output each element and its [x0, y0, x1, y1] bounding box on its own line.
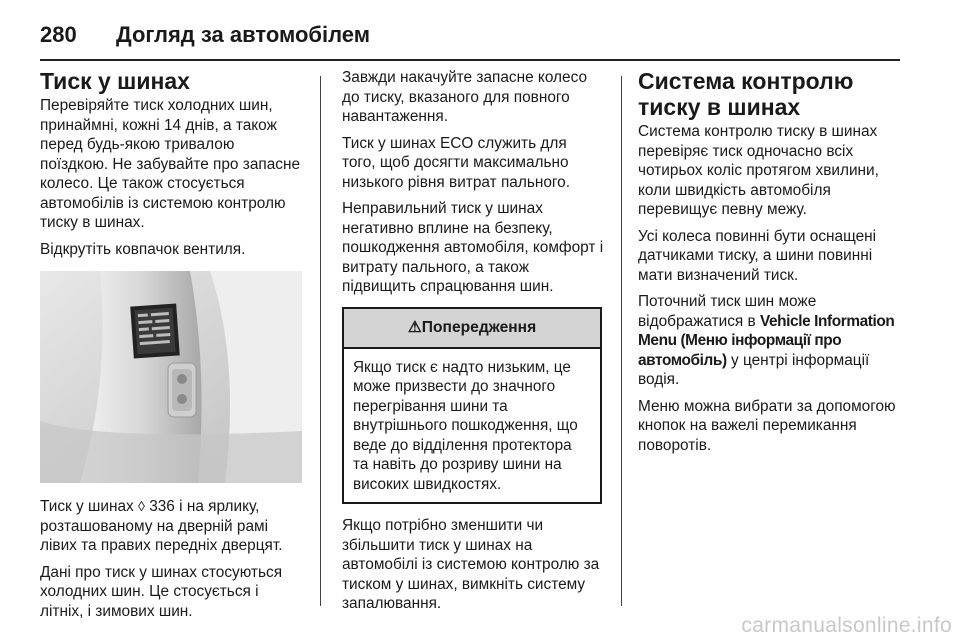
- paragraph-valve-cap: Відкрутіть ковпачок вентиля.: [40, 240, 246, 258]
- heading-tire-pressure: Тиск у шинах: [40, 68, 190, 94]
- warning-box: [342, 307, 602, 505]
- arrow-reference-icon: ◊: [137, 498, 145, 514]
- pressure-reference-text-a: Тиск у шинах: [40, 498, 134, 515]
- column-divider-2: [621, 76, 622, 606]
- paragraph-eco-pressure: Тиск у шинах ECO служить для того, щоб досягти максимально низького рівня витрат пального.: [342, 134, 571, 191]
- page-number: 280: [40, 22, 77, 47]
- warning-triangle-icon: ⚠: [407, 318, 422, 336]
- door-frame-label-photo: [40, 271, 302, 483]
- warning-header: [344, 309, 600, 349]
- header-rule: [40, 59, 900, 61]
- paragraph-cold-tyres: Дані про тиск у шинах стосуються холодних шин. Це стосується і літніх, і зимових шин.: [40, 563, 283, 620]
- display-text-b: у центрі інформації водія.: [638, 351, 870, 388]
- paragraph-tpms-check: Система контролю тиску в шинах перевіряє тиск одночасно всіх чотирьох коліс протягом хвилини, коли швидкість автомобіля перевищує певну межу.: [638, 123, 879, 218]
- page-header: [40, 20, 900, 52]
- paragraph-incorrect-pressure: Неправильний тиск у шинах негативно вплине на безпеку, пошкодження автомобіля, комфорт і витрату пального, а також підвищить спрацювання шин.: [342, 200, 604, 295]
- paragraph-pressure-reference: [40, 497, 306, 556]
- paragraph-adjust-pressure: Якщо потрібно зменшити чи збільшити тиск у шинах на автомобілі із системою контролю за тиском у шинах, вимкніть систему запалювання.: [342, 517, 600, 612]
- column-2: [342, 68, 604, 621]
- column-divider-1: [320, 76, 321, 606]
- door-frame-illustration: [40, 271, 302, 483]
- paragraph-spare-wheel: Завжди накачуйте запасне колесо до тиску, вказаного для повного навантаження.: [342, 69, 588, 125]
- paragraph-check-pressure: Перевіряйте тиск холодних шин, принаймні, кожні 14 днів, а також перед будь-якою тривалою поїздкою. Не забувайте про запасне колесо. Це також стосується автомобілів із системою контролю тиску в шинах.: [40, 97, 301, 231]
- warning-text: Якщо тиск є надто низьким, це може призвести до значного перегрівання шини та внутрішнього пошкодження, що веде до відділення протектора та навіть до розриву шини на високих швидкостях.: [353, 358, 578, 493]
- warning-title: Попередження: [421, 318, 537, 336]
- column-3: [638, 68, 902, 462]
- pressure-reference-text-b: 336 і на ярлику, розташованому на дверній рамі лівих та правих передніх дверцят.: [40, 498, 283, 554]
- paragraph-menu-selection: Меню можна вибрати за допомогою кнопок на важелі перемикання поворотів.: [638, 397, 896, 454]
- paragraph-display: [638, 292, 902, 390]
- column-1: [40, 68, 306, 628]
- section-title: Догляд за автомобілем: [116, 22, 371, 47]
- display-text-a: Поточний тиск шин може відображатися в: [638, 293, 817, 330]
- heading-tpms: Система контролю тиску в шинах: [638, 68, 854, 120]
- vehicle-information-menu-label: Vehicle Information Menu (Меню інформації про автомобіль): [638, 312, 895, 369]
- watermark: carmanualsonline.info: [741, 614, 952, 637]
- paragraph-sensors: Усі колеса повинні бути оснащені датчиками тиску, а шини повинні мати визначений тиск.: [638, 227, 877, 284]
